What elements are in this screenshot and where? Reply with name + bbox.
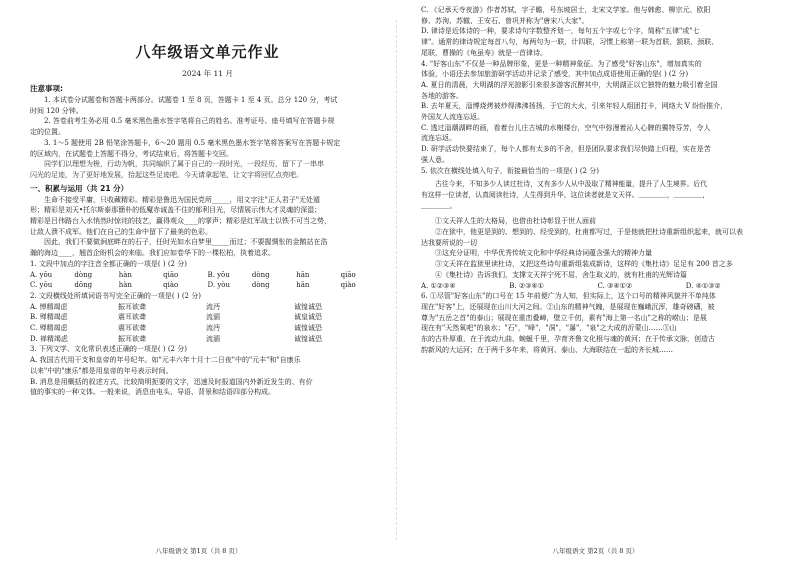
q2-option-part: 震耳欲聋: [118, 313, 146, 322]
q1-options-row: [30, 270, 385, 281]
q2-option-part: C. 殚精竭虑: [30, 324, 68, 333]
reading-passage: [30, 195, 385, 259]
q5-option-d: D. ④①③②: [685, 281, 721, 290]
q4-option-d: D. 研学活动快要结束了，每个人都有太多的不舍，但是团队要求我们尽快踏上归程，实在是苦: [421, 145, 711, 154]
passage-line: 形；精彩是刘天•托尔斯泰那簡朴的低魔赤诚盖不住的郁利目光，尽情展示伟大才灵魂的深湿；: [30, 206, 322, 215]
text-line: D. 律诗是近体诗的一种，要求诗句字数整齐划一，每句五个字或七个字，简称"五律"或"七: [421, 27, 700, 36]
q5-item: ④《集杜诗》告诉我们，支撑文天祥宁死不屈，舍生取义的，就有杜甫的光辉诗篇: [435, 270, 687, 279]
page-title: 八年级语文单元作业: [135, 43, 280, 61]
q2-option-part: 振耳欲聋: [118, 302, 146, 311]
note-line: 2. 答卷前考生务必用 0.5 毫米黑色墨水签字笔将自己的姓名、准考证号、座号填写在答题卡规: [44, 117, 335, 126]
q5-option-c: C. ③④①②: [597, 281, 633, 290]
q1-option-part: hàn: [118, 270, 132, 279]
q3-option-line: B. 消息是用概括的叙述方式，比较简明扼要的文字，迅速及时报道国内外新近发生的、有价: [30, 377, 313, 386]
q5-passage: [421, 180, 774, 212]
question-3: 3. 下列文学、文化常识表述正确的一项是( ) (2 分): [30, 345, 187, 354]
q1-option-part: hān: [296, 281, 310, 290]
q2-option-part: 诚惶诚恐: [294, 302, 322, 311]
q2-option-b: [30, 312, 385, 323]
text-line: 体验，小语还去参加旅游研学活动并记录了感受，其中加点成语使用正确的是( ) (2 分): [421, 70, 689, 79]
q3-option-line: 值的事实的一种文体。一般来说，消息由电头、导语、背景和结语四部分构成。: [30, 388, 275, 397]
q2-option-part: D. 禅精竭虑: [30, 334, 68, 343]
q2-option-d: [30, 334, 385, 345]
q1-option-b: B. yōu: [207, 270, 230, 279]
note-line: 3. 1～5 题使用 2B 铅笔涂答题卡，6～20 题用 0.5 毫米黑色墨水签字笔将答案写在答题卡规定: [44, 138, 341, 147]
q5-items: [421, 216, 774, 280]
q1-option-d: D. yòu: [207, 281, 230, 290]
q2-option-part: 流沔: [206, 302, 220, 311]
q5-item: ①文天祥人生的大格局，也借由杜诗彰显于世人面前: [435, 217, 596, 226]
exam-date: 2024 年 11 月: [182, 69, 233, 78]
q5-item: ③文天祥在监狱里读杜诗，又把这些诗句重新组装成新诗，这样的《集杜诗》足足有 200 首之多: [435, 260, 733, 269]
text-line: 强人意。: [421, 155, 449, 164]
q2-option-part: A. 惮精竭虑: [30, 302, 68, 311]
text-line: 各地的游客。: [421, 91, 463, 100]
question-1: 1. 文段中加点的字注音全都正确的一项是( ) (2 分): [30, 259, 187, 268]
q3-option-line: 以来"中的"康乐"都是用皇帝的年号表示时间。: [30, 366, 173, 375]
text-line: 修、苏洵、苏辙、王安石、曾巩并称为"唐宋八大家"。: [421, 16, 589, 25]
note-line: 的区域内，在试题卷上答题不得分，考试结束后，将答题卡交回。: [30, 149, 233, 158]
q1-option-part: dōng: [74, 281, 93, 290]
q2-option-part: 流湎: [206, 334, 220, 343]
page-footer: 八年级语文 第1页（共 8 页）: [155, 547, 242, 555]
passage-line: _______。: [421, 202, 457, 211]
text-line: 尾联，曹操的《龟虽寿》就是一首律诗。: [421, 48, 547, 57]
q4-option-c: C. 透过淄潮湖畔的画，看着台儿庄古城的水榭楼台，空气中弥漫着沁人心脾的獨特芬芳，令人: [421, 123, 711, 132]
q6-line: 韵新风的大运河；在于两千多年来，将黄河、泰山、大海联结在一起的齐长城……: [421, 345, 673, 354]
q1-option-part: qiāo: [163, 270, 179, 279]
question-6: [421, 291, 774, 355]
q3-option-line: A. 我国古代用干支和皇帝的年号纪年。如"元丰六年十月十二日夜"中的"元丰"和"自康乐: [30, 356, 301, 365]
q6-line: 现在有"天然氧吧"的泉水；"石"，"峰"，"洞"，"瀑"，"泉"之大成的沂蒙山……③山: [421, 324, 677, 333]
section-heading: 一、积累与运用（共 21 分）: [30, 183, 129, 193]
page-footer: 八年级语文 第2页（共 8 页）: [552, 547, 639, 555]
q1-option-part: dòng: [251, 270, 270, 279]
q5-options-row: [421, 281, 774, 292]
q2-option-part: B. 殚精竭虑: [30, 313, 68, 322]
q2-option-part: 流湎: [206, 313, 220, 322]
text-line: C. 《记承天寺夜游》作者苏轼，字子瞻，号东坡居士，北宋文学家。他与韩愈、柳宗元、欧阳: [421, 6, 711, 14]
q1-option-part: dòng: [251, 281, 270, 290]
passage-line: 有这样一位读者，认真阅读杜诗，人生得到升华，这位读者就是文天祥。_______，_______，: [421, 191, 710, 200]
note-line: 定的位置。: [30, 128, 65, 137]
right-page: [397, 0, 794, 561]
q5-option-b: B. ②③④①: [509, 281, 544, 290]
text-line: 外国友人流连忘返。: [421, 113, 484, 122]
q2-option-part: 诚惶诚恐: [294, 324, 322, 333]
text-line: 律"。通常的律诗规定每首八句，每两句为一联，计四联，习惯上称第一联为首联、颔联、颈联、: [421, 38, 719, 47]
passage-line: 生命不接受平庸，只收藏精彩。精彩是鲁迅为国民党所_____，用文字注"正人君子"无处遁: [44, 195, 320, 204]
q5-item: ②在狱中，他更是到的、想到的、经受到的，杜甫都写过，于是他就把杜诗重新组织起来，就可以表: [435, 228, 743, 237]
q2-option-c: [30, 323, 385, 334]
intro-line: 同学们以理想为桅，行动为帆，共同编织了属于自己的一段时光，一段经历，留下了一串串: [44, 160, 324, 169]
q1-option-a: A. yōu: [30, 270, 53, 279]
q4-option-b: B. 去年夏天，淄博烧烤被炒得沸沸扬扬，于它的大火，引来年轻人组团打卡，网络大 V 纷纷推介，: [421, 102, 728, 111]
passage-line: 让敌人溃不成军。他们在自己的生命中留下了最美的色彩。: [30, 227, 212, 236]
q1-option-part: hān: [296, 270, 310, 279]
q1-option-c: C. yōu: [30, 281, 53, 290]
q4-option-a: A. 夏日的清晨，大明湖的浮光掠影引来很多游客沉醉其中，大明湖正以它独特的魅力吸引着全国: [421, 80, 718, 89]
q2-option-part: 振耳欲聋: [118, 334, 146, 343]
q6-line: 尊为"五岳之首"的泰山；展现在重峦叠嶂，壁立千仞，素有"海上第一名山"之称的崂山；是展: [421, 313, 707, 322]
q2-option-a: [30, 302, 385, 313]
q2-option-part: 诚惶诚恐: [294, 334, 322, 343]
q1-option-part: hàn: [118, 281, 132, 290]
passage-line: 瀚的海边____，翘首企盼机会的来临。我们应如卷华下的一棵松柏，执着追求。: [30, 249, 275, 258]
q1-option-part: dòng: [74, 270, 93, 279]
intro-line: 闪光的足迹，为了更好地发展，拾起这些足迹吧。今天请拿起笔，让文字将回忆点亮吧。: [30, 170, 303, 179]
notes-list: [30, 95, 385, 181]
question-2: 2. 文段横线处所填词语书写完全正确的一项是( ) (2 分): [30, 291, 201, 300]
passage-line: 因此，我们不要做涧底畔在的石子，任时光如水自梦里_____而过；不要握惆怅的金鹅站在浩: [44, 238, 328, 247]
q5-item: ③这充分证明，中华优秀传统文化和中华经典诗词蕴含强大的精神力量: [435, 249, 652, 258]
q6-line: 东的古朴厚重，在于流动九曲、蜿蜒千里，孕育齐鲁文化根与魂的黄河；在于传承文脉，创造古: [421, 335, 715, 344]
q5-option-a: A. ①②③④: [421, 281, 456, 290]
question-5: 5. 依次在横线处填入句子，衔接最恰当的一项是( ) (2 分): [421, 166, 599, 175]
q1-options-row: [30, 280, 385, 291]
passage-line: 古往今来，不知多少人读过杜诗，又有多少人从中汲取了精神能量，提升了人生境界。后代: [435, 181, 707, 190]
note-line: 1. 本试卷分试题卷和答题卡两部分。试题卷 1 至 8 页，答题卡 1 至 4 页。总分 120 分，考试: [44, 96, 338, 104]
q6-line: 6. ①尽管"好客山东"的口号在 15 年前便广为人知，但实际上，这个口号的精神风貌并不单纯体: [421, 292, 716, 301]
q1-option-part: qiào: [340, 281, 356, 290]
right-lines: [421, 5, 774, 176]
q1-option-part: qiào: [163, 281, 179, 290]
passage-line: 精彩是吕伟路台入水悄然时惊诧的技艺，赢得观众____的掌声；精彩是红军战士以铁不可当之势，: [30, 217, 331, 226]
q2-option-part: 震耳欲聋: [118, 324, 146, 333]
q1-option-part: qiāo: [340, 270, 356, 279]
q2-option-part: 流沔: [206, 324, 220, 333]
notes-heading: 注意事项:: [30, 84, 63, 93]
question-4: 4. "好客山东"不仅是一种品牌形象，更是一种精神象征。为了感受"好客山东"，增加真实的: [421, 59, 702, 68]
q6-line: 现在"好客"上，还展现在山川大河之间。②山东的精神气魄，是展现在巍峨沉浑，雄奇磅礴，被: [421, 302, 715, 311]
q5-item: 达我要所说的一切: [421, 238, 477, 247]
text-line: 流连忘返。: [421, 134, 456, 143]
note-line: 时间 120 分钟。: [30, 106, 83, 115]
q2-option-part: 诚皇诚恐: [294, 313, 322, 322]
